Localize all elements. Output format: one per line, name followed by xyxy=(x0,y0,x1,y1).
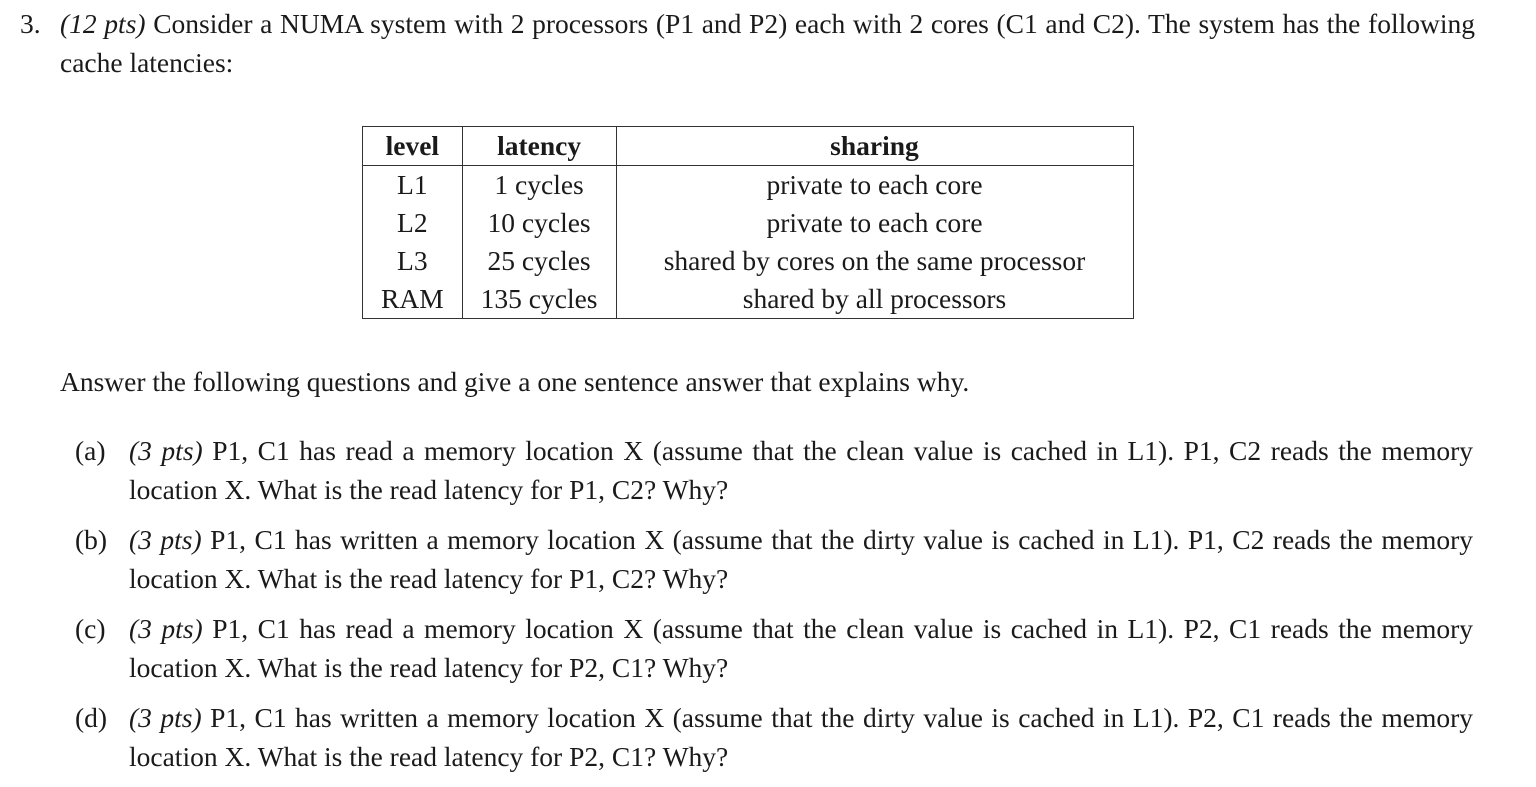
question-label: (d) xyxy=(75,702,108,733)
question-points: (3 pts) xyxy=(129,702,211,733)
cache-latency-table xyxy=(362,126,1134,319)
problem-points: (12 pts) xyxy=(60,8,154,39)
question-d xyxy=(75,698,1473,776)
problem-statement xyxy=(20,4,1475,82)
table-row xyxy=(363,242,1134,280)
cell-sharing: shared by all processors xyxy=(616,280,1133,319)
table-header-row xyxy=(363,127,1134,166)
cell-latency: 10 cycles xyxy=(462,204,616,242)
table-row xyxy=(363,204,1134,242)
cache-latency-table-container xyxy=(362,126,1134,319)
cell-sharing: shared by cores on the same processor xyxy=(616,242,1133,280)
problem-paragraph xyxy=(20,4,1475,82)
question-label: (c) xyxy=(75,613,106,644)
cell-level: RAM xyxy=(363,280,463,319)
cell-sharing: private to each core xyxy=(616,166,1133,205)
cell-level: L3 xyxy=(363,242,463,280)
question-text: P1, C1 has written a memory location X (assume that the dirty value is cached in L1). P2, C1 reads the memory location X. What is the read latency for P2, C1? Why? xyxy=(129,702,1473,772)
question-b xyxy=(75,520,1473,598)
cell-level: L2 xyxy=(363,204,463,242)
instructions: Answer the following questions and give a one sentence answer that explains why. xyxy=(60,366,970,397)
question-text: P1, C1 has read a memory location X (assume that the clean value is cached in L1). P2, C1 reads the memory location X. What is the read latency for P2, C1? Why? xyxy=(129,613,1473,683)
header-level: level xyxy=(363,127,463,166)
question-c xyxy=(75,609,1473,687)
cell-level: L1 xyxy=(363,166,463,205)
cell-sharing: private to each core xyxy=(616,204,1133,242)
problem-number: 3. xyxy=(20,8,41,39)
question-label: (a) xyxy=(75,435,106,466)
header-latency: latency xyxy=(462,127,616,166)
question-points: (3 pts) xyxy=(129,524,211,555)
cell-latency: 135 cycles xyxy=(462,280,616,319)
problem-text: Consider a NUMA system with 2 processors (P1 and P2) each with 2 cores (C1 and C2). The system has the following cache latencies: xyxy=(60,8,1475,78)
question-points: (3 pts) xyxy=(129,613,213,644)
cell-latency: 25 cycles xyxy=(462,242,616,280)
table-row xyxy=(363,280,1134,319)
question-text: P1, C1 has written a memory location X (assume that the dirty value is cached in L1). P1, C2 reads the memory location X. What is the read latency for P1, C2? Why? xyxy=(129,524,1473,594)
question-a xyxy=(75,431,1473,509)
question-points: (3 pts) xyxy=(129,435,213,466)
question-label: (b) xyxy=(75,524,108,555)
header-sharing: sharing xyxy=(616,127,1133,166)
cell-latency: 1 cycles xyxy=(462,166,616,205)
question-text: P1, C1 has read a memory location X (assume that the clean value is cached in L1). P1, C2 reads the memory location X. What is the read latency for P1, C2? Why? xyxy=(129,435,1473,505)
question-list xyxy=(75,431,1473,787)
table-row xyxy=(363,166,1134,205)
